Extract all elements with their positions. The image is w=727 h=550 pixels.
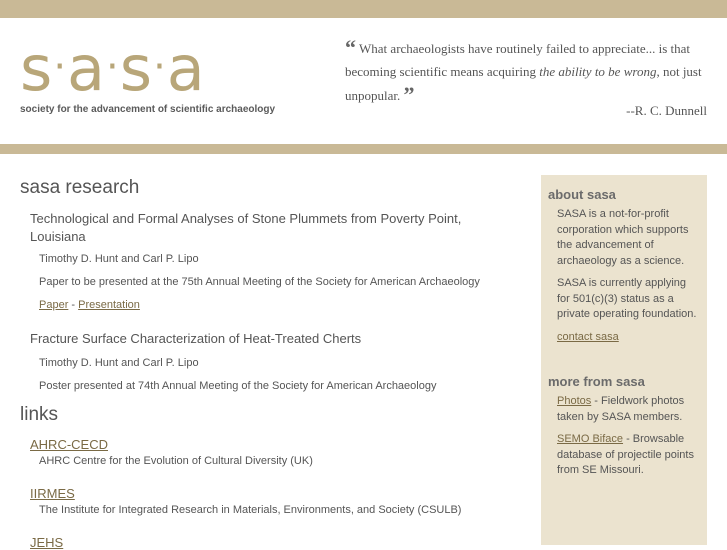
link-item-jehs — [30, 535, 63, 550]
sidebar — [541, 175, 707, 545]
header-quote — [345, 36, 710, 107]
semo-biface-link[interactable]: SEMO Biface — [557, 433, 624, 445]
site-header — [0, 18, 727, 144]
photos-link[interactable]: Photos — [557, 395, 592, 407]
paper-authors: Timothy D. Hunt and Carl P. Lipo — [39, 357, 199, 369]
logo-letter: s — [20, 32, 54, 105]
about-text: SASA is a not-for-profit corporation which supports the advancement of archaeology as a science. — [557, 208, 689, 267]
photos-item — [557, 394, 701, 425]
quote-text-after: , not just unpopular. — [345, 64, 702, 103]
logo-tagline: society for the advancement of scientific archaeology — [20, 104, 276, 115]
logo-letter: s — [119, 32, 154, 105]
photos-description: - Fieldwork photos taken by SASA members. — [557, 395, 685, 423]
link-description: AHRC Centre for the Evolution of Cultural Diversity (UK) — [39, 455, 313, 467]
contact-sasa-link[interactable]: contact sasa — [557, 331, 619, 343]
top-band — [0, 0, 727, 18]
header-divider-band — [0, 144, 727, 154]
paper-note: Paper to be presented at the 75th Annual Meeting of the Society for American Archaeology — [39, 276, 480, 288]
research-heading: sasa research — [20, 177, 140, 198]
ahrc-cecd-link[interactable]: AHRC-CECD — [30, 437, 108, 452]
quote-text-before: What archaeologists have routinely failed to appreciate... is that becoming scientific means acquiring — [345, 41, 691, 79]
more-heading: more from sasa — [548, 374, 645, 389]
paper-link[interactable]: Paper — [39, 299, 69, 311]
jehs-link[interactable]: JEHS — [30, 535, 64, 550]
paper-note: Poster presented at 74th Annual Meeting of the Society for American Archaeology — [39, 380, 437, 392]
quote-emphasis: the ability to be wrong — [539, 64, 657, 79]
link-description: The Institute for Integrated Research in Materials, Environments, and Society (CSULB) — [39, 504, 462, 516]
open-quote-mark: “ — [345, 35, 356, 60]
close-quote-mark: ” — [403, 82, 415, 107]
about-heading: about sasa — [548, 187, 616, 202]
about-status-text: SASA is currently applying for 501(c)(3) status as a private operating foundation. — [557, 277, 697, 320]
paper-title: Fracture Surface Characterization of Heat-Treated Cherts — [30, 331, 362, 346]
paper-title: Technological and Formal Analyses of Stone Plummets from Poverty Point, Louisiana — [30, 211, 462, 244]
semo-description: - Browsable database of projectile points from SE Missouri. — [557, 433, 694, 476]
link-item-iirmes — [30, 486, 75, 501]
sasa-logo[interactable] — [20, 32, 206, 105]
iirmes-link[interactable]: IIRMES — [30, 486, 75, 501]
logo-dot: · — [106, 43, 120, 90]
link-separator: - — [68, 299, 79, 311]
logo-dot: · — [153, 43, 167, 90]
quote-author: --R. C. Dunnell — [626, 103, 707, 118]
logo-letter: a — [67, 32, 107, 105]
logo-letter: a — [166, 32, 206, 105]
paper-links — [39, 299, 140, 311]
presentation-link[interactable]: Presentation — [78, 299, 140, 311]
main-content — [0, 154, 530, 550]
semo-item — [557, 432, 701, 479]
link-item-ahrc — [30, 437, 108, 452]
logo-dot: · — [53, 43, 68, 90]
links-heading: links — [20, 404, 59, 425]
contact-wrap — [557, 330, 701, 346]
paper-authors: Timothy D. Hunt and Carl P. Lipo — [39, 253, 199, 265]
